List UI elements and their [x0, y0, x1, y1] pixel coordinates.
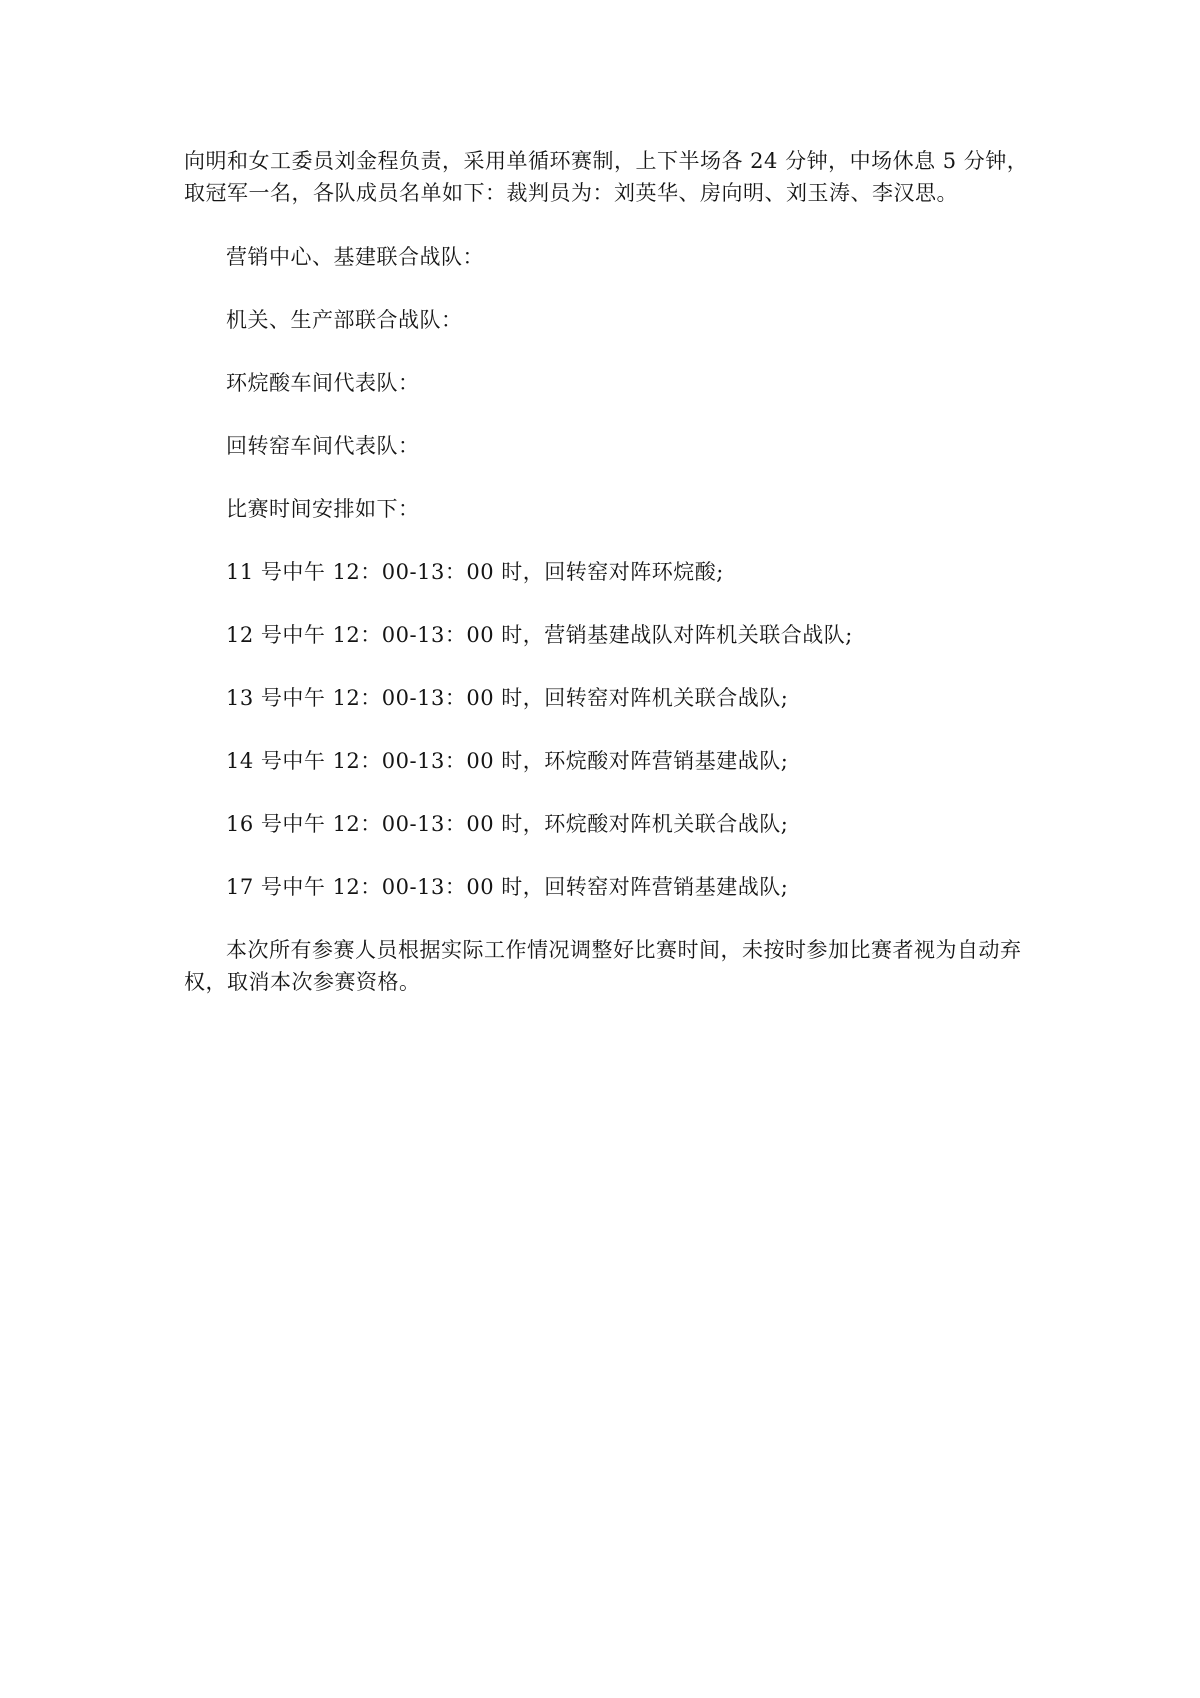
team-entry-marketing-infrastructure: 营销中心、基建联合战队： [226, 245, 484, 269]
schedule-entry: 11 号中午 12：00-13：00 时，回转窑对阵环烷酸; [226, 560, 724, 584]
schedule-entry: 13 号中午 12：00-13：00 时，回转窑对阵机关联合战队; [226, 686, 789, 710]
schedule-entry: 16 号中午 12：00-13：00 时，环烷酸对阵机关联合战队; [226, 812, 789, 836]
schedule-entry: 12 号中午 12：00-13：00 时，营销基建战队对阵机关联合战队; [226, 623, 853, 647]
intro-paragraph: 向明和女工委员刘金程负责，采用单循环赛制，上下半场各 24 分钟，中场休息 5 分钟，取冠军一名，各队成员名单如下：裁判员为：刘英华、房向明、刘玉涛、李汉思。 [184, 149, 1029, 205]
schedule-heading: 比赛时间安排如下： [226, 497, 420, 521]
document-body [184, 145, 1030, 998]
schedule-entry: 17 号中午 12：00-13：00 时，回转窑对阵营销基建战队; [226, 875, 789, 899]
team-entry-office-production: 机关、生产部联合战队： [226, 308, 463, 332]
team-entry-naphthenic-acid: 环烷酸车间代表队： [226, 371, 420, 395]
closing-paragraph: 本次所有参赛人员根据实际工作情况调整好比赛时间，未按时参加比赛者视为自动弃权，取消本次参赛资格。 [184, 938, 1022, 994]
schedule-entry: 14 号中午 12：00-13：00 时，环烷酸对阵营销基建战队; [226, 749, 789, 773]
team-entry-rotary-kiln: 回转窑车间代表队： [226, 434, 420, 458]
